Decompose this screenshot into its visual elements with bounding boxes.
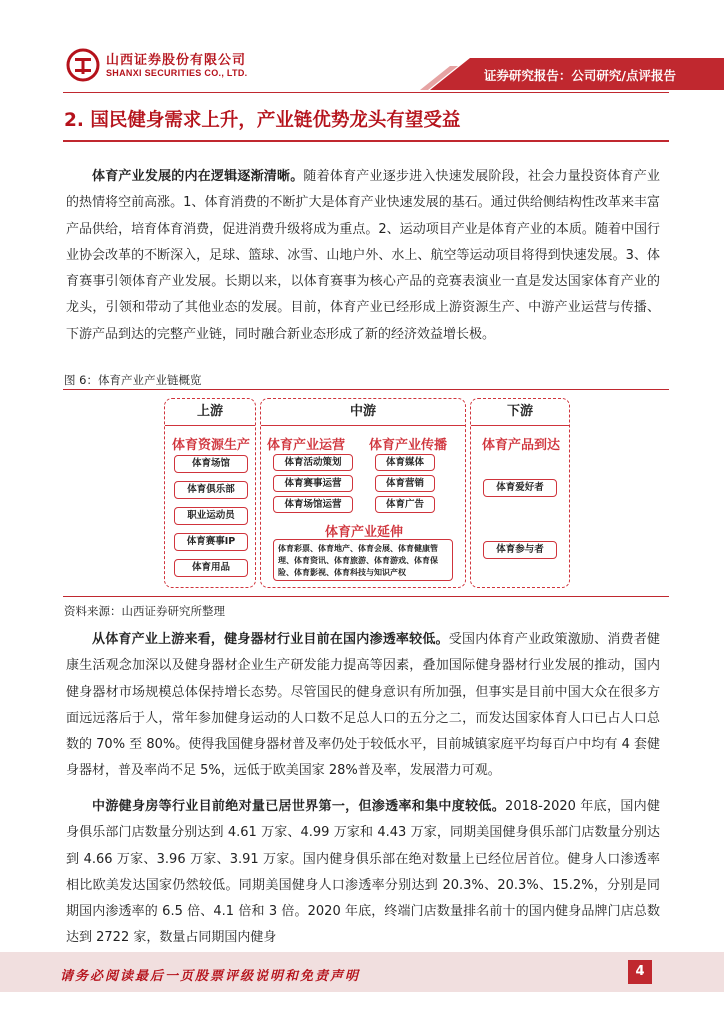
upstream-item: 体育俱乐部	[174, 481, 248, 499]
company-name-en: SHANXI SECURITIES CO., LTD.	[106, 68, 248, 78]
ops-item: 体育活动策划	[273, 454, 353, 471]
upstream-group-title: 体育资源生产	[171, 438, 250, 453]
upstream-stage	[164, 398, 256, 588]
upstream-item: 体育用品	[174, 559, 248, 577]
report-type: 证券研究报告：公司研究/点评报告	[483, 68, 676, 83]
page-number: 4	[628, 960, 652, 984]
paragraph-upstream	[66, 627, 660, 785]
industry-chain-diagram	[164, 398, 570, 588]
midstream-ops-title: 体育产业运营	[267, 438, 346, 453]
section-title: 2. 国民健身需求上升，产业链优势龙头有望受益	[64, 110, 461, 131]
upstream-item: 体育赛事IP	[174, 533, 248, 551]
downstream-head: 下游	[471, 399, 569, 426]
footer-disclaimer: 请务必阅读最后一页股票评级说明和免责声明	[60, 969, 361, 984]
upstream-item: 职业运动员	[174, 507, 248, 525]
figure-caption: 图 6：体育产业产业链概览	[64, 373, 202, 387]
figure-top-rule	[63, 389, 669, 390]
midstream-head: 中游	[261, 399, 465, 426]
paragraph-industry-logic	[66, 164, 660, 348]
header-divider	[63, 92, 669, 93]
midstream-ext-box: 体育彩票、体育地产、体育会展、体育健康管理、体育资讯、体育旅游、体育游戏、体育保险、体育影视、体育科技与知识产权	[273, 539, 453, 581]
downstream-group-title: 体育产品到达	[481, 438, 560, 453]
figure-source: 资料来源：山西证券研究所整理	[64, 604, 225, 618]
downstream-item: 体育参与者	[483, 541, 557, 559]
paragraph-midstream	[66, 794, 660, 952]
midstream-media-title: 体育产业传播	[369, 438, 448, 453]
paragraph-body: 受国内体育产业政策激励、消费者健康生活观念加深以及健身器材企业生产研发能力提高等因素，叠加国际健身器材行业发展的推动，国内健身器材市场规模总体保持增长态势。尽管国民的健身意识有所加强，但事实是目前中国大众在很多方面远远落后于人，常年参加健身运动的人口数不足总人口的五分之二，而发达国家体育人口已占人口总数的 70% 至 80%。使得我国健身器材普及率仍处于较低水平，目前城镇家庭平均每百户中均有 4 套健身器材，普及率尚不足 5%，远低于欧美国家 28%普及率，发展潜力可观。	[66, 632, 660, 779]
media-item: 体育广告	[375, 496, 435, 513]
downstream-stage	[470, 398, 570, 588]
media-item: 体育营销	[375, 475, 435, 492]
upstream-item: 体育场馆	[174, 455, 248, 473]
midstream-stage	[260, 398, 466, 588]
midstream-ext-title: 体育产业延伸	[324, 525, 403, 540]
paragraph-body: 随着体育产业逐步进入快速发展阶段，社会力量投资体育产业的热情将空前高涨。1、体育消费的不断扩大是体育产业快速发展的基石。通过供给侧结构性改革来丰富产品供给，培育体育消费，促进消费升级将成为重点。2、运动项目产业是体育产业的本质。随着中国行业协会改革的不断深入，足球、篮球、冰雪、山地户外、水上、航空等运动项目将得到快速发展。3、体育赛事引领体育产业发展。长期以来，以体育赛事为核心产品的竞赛表演业一直是发达国家体育产业的龙头，引领和带动了其他业态的发展。目前，体育产业已经形成上游资源生产、中游产业运营与传播、下游产品到达的完整产业链，同时融合新业态形成了新的经济效益增长极。	[66, 169, 660, 342]
paragraph-body: 2018-2020 年底，国内健身俱乐部门店数量分别达到 4.61 万家、4.99 万家和 4.43 万家，同期美国健身俱乐部门店数量分别达到 4.66 万家、3.96 万家、3.91 万家。国内健身俱乐部在绝对数量上已经位居首位。健身人口渗透率相比欧美发达国家仍然较低。同期美国健身人口渗透率分别达到 20.3%、20.3%、15.2%，分别是同期国内渗透率的 6.5 倍、4.1 倍和 3 倍。2020 年底，终端门店数量排名前十的国内健身品牌门店总数达到 2722 家，数量占同期国内健身	[66, 799, 660, 946]
downstream-item: 体育爱好者	[483, 479, 557, 497]
title-divider	[63, 140, 669, 142]
ops-item: 体育场馆运营	[273, 496, 353, 513]
company-name-cn: 山西证券股份有限公司	[106, 53, 247, 68]
ops-item: 体育赛事运营	[273, 475, 353, 492]
paragraph-lead: 体育产业发展的内在逻辑逐渐清晰。	[92, 169, 304, 184]
paragraph-lead: 从体育产业上游来看，健身器材行业目前在国内渗透率较低。	[92, 632, 449, 647]
figure-bottom-rule	[63, 596, 669, 597]
paragraph-lead: 中游健身房等行业目前绝对量已居世界第一，但渗透率和集中度较低。	[92, 799, 506, 814]
upstream-head: 上游	[165, 399, 255, 426]
media-item: 体育媒体	[375, 454, 435, 471]
